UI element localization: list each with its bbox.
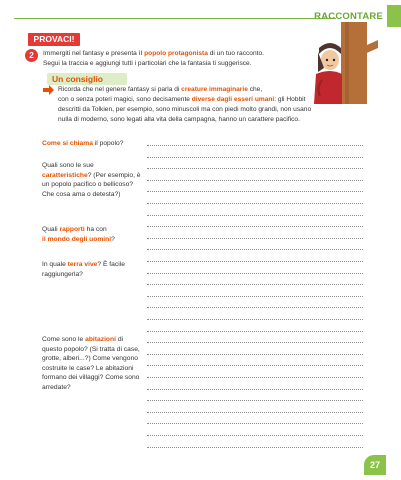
header-tab [387,5,401,27]
question-4 [42,260,142,279]
question-3-pre: Quali [42,226,60,233]
question-3-highlight: rapporti [59,226,85,233]
answer-line[interactable] [147,145,363,146]
answer-line[interactable] [147,307,363,308]
answer-line[interactable] [147,168,363,169]
answer-line[interactable] [147,342,363,343]
question-2-pre: Quali sono le sue [42,162,94,169]
advice-text-h: nulla di moderno, sono legati alla vita della campagna, hanno un carattere pacifico. [58,116,300,123]
question-4-text: ? È facile raggiungerla? [42,261,125,278]
answer-line[interactable] [147,423,363,424]
page-number: 27 [364,455,386,475]
section-title: RACCONTARE [314,11,383,22]
advice-text-c: che, [247,86,263,93]
answer-line[interactable] [147,203,363,204]
question-5-pre: Come sono le [42,336,86,343]
answer-line[interactable] [147,331,363,332]
answer-line[interactable] [147,249,363,250]
answer-line[interactable] [147,238,363,239]
activity-label: PROVACI! [28,33,80,46]
answer-line[interactable] [147,389,363,390]
advice-text-d: con o senza poteri magici, sono decisamente [58,96,192,103]
question-4-pre: In quale [42,261,68,268]
question-3 [42,225,142,244]
answer-line[interactable] [147,400,363,401]
answer-line[interactable] [147,261,363,262]
answer-line[interactable] [147,284,363,285]
question-2-highlight: caratteristiche [42,171,88,179]
question-2-text: ? (Per esempio, è un popolo pacifico o bellicoso? Che cosa ama o detesta?) [42,171,141,198]
advice-text-f: : gli Hobbit [274,96,306,103]
arrow-right-icon [43,85,54,95]
instruction-text-c: di un tuo racconto. [207,50,264,57]
answer-line[interactable] [147,273,363,274]
question-3-highlight-2: il mondo degli uomini [42,235,112,243]
instruction-text-a: Immergiti nel fantasy e presenta [43,50,139,57]
answer-line[interactable] [147,354,363,355]
question-5-text: di questo popolo? (Si tratta di case, grotte, alberi...?) Come vengono costruite le case? Le abitazioni formano dei villaggi? Come sono arredate? [42,336,140,391]
question-3-text: ? [111,235,115,243]
answer-line[interactable] [147,377,363,378]
question-3-mid: ha con [84,226,107,233]
activity-number-badge: 2 [25,49,38,62]
answer-line[interactable] [147,215,363,216]
answer-line[interactable] [147,226,363,227]
question-5-highlight: abitazioni [85,336,116,343]
question-1-text: il popolo? [92,140,124,147]
answer-line[interactable] [147,191,363,192]
answer-line[interactable] [147,296,363,297]
question-1-highlight: Come si chiama [42,140,93,147]
advice-highlight-1: creature immaginarie [181,86,248,93]
header-rule [14,18,336,19]
answer-line[interactable] [147,365,363,366]
answer-line[interactable] [147,435,363,436]
answer-line[interactable] [147,319,363,320]
advice-text [58,85,358,125]
advice-highlight-2: diverse dagli esseri umani [191,96,275,103]
question-4-highlight: terra vive [67,261,98,268]
advice-title: Un consiglio [47,73,127,85]
activity-instruction [43,49,305,68]
instruction-text-d: Segui la traccia e aggiungi tutti i particolari che la fantasia ti suggerisce. [43,59,252,67]
answer-line[interactable] [147,157,363,158]
answer-line[interactable] [147,447,363,448]
advice-text-g: descritti da Tolkien, per esempio, sono minuscoli ma con piedi molto grandi, non usano [58,106,312,113]
advice-text-a: Ricorda che nel genere fantasy si parla di [58,86,182,93]
answer-line[interactable] [147,412,363,413]
instruction-highlight: il popolo protagonista [138,50,208,57]
question-1 [42,139,142,149]
answer-line[interactable] [147,180,363,181]
question-2 [42,161,142,199]
question-5 [42,335,142,392]
